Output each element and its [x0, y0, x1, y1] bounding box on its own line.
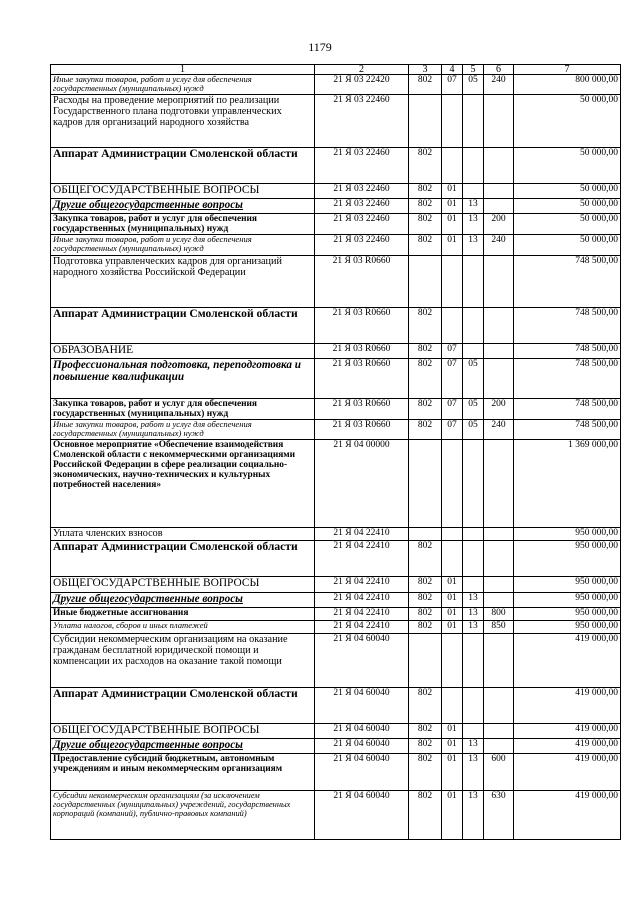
row-col6	[484, 147, 514, 183]
row-col3	[409, 633, 442, 687]
row-col4	[442, 687, 463, 723]
row-col4: 07	[442, 398, 463, 419]
row-col5: 13	[463, 620, 484, 633]
row-col3: 802	[409, 358, 442, 398]
table-row	[51, 687, 621, 723]
row-col3: 802	[409, 343, 442, 358]
row-col4: 07	[442, 420, 463, 440]
row-col3: 802	[409, 620, 442, 633]
row-amount: 419 000,00	[514, 633, 621, 687]
row-col5	[463, 307, 484, 343]
row-col4	[442, 255, 463, 307]
row-col4	[442, 633, 463, 687]
row-amount: 1 369 000,00	[514, 439, 621, 527]
row-col6: 240	[484, 420, 514, 440]
row-col3: 802	[409, 592, 442, 607]
row-code: 21 Я 03 22460	[315, 147, 409, 183]
row-col4: 01	[442, 213, 463, 234]
column-header-name: 1	[51, 65, 315, 75]
row-col4	[442, 540, 463, 576]
row-col4: 01	[442, 576, 463, 592]
row-col5: 05	[463, 398, 484, 419]
row-col6	[484, 540, 514, 576]
row-col5	[463, 540, 484, 576]
table-row	[51, 790, 621, 839]
row-col6	[484, 527, 514, 540]
row-code: 21 Я 03 R0660	[315, 255, 409, 307]
row-col4: 07	[442, 75, 463, 95]
budget-table	[50, 64, 621, 840]
row-amount: 950 000,00	[514, 527, 621, 540]
row-col6	[484, 343, 514, 358]
row-amount: 50 000,00	[514, 198, 621, 213]
row-col3: 802	[409, 753, 442, 790]
row-code: 21 Я 04 22410	[315, 540, 409, 576]
table-row	[51, 398, 621, 419]
row-code: 21 Я 03 22460	[315, 94, 409, 147]
row-col6	[484, 723, 514, 738]
row-name: Другие общегосударственные вопросы	[51, 198, 315, 213]
table-row	[51, 439, 621, 527]
row-name: Основное мероприятие «Обеспечение взаимодействия Смоленской области с некоммерческими организациями Российской Федерации в сфере реализации социально-экономических, научно-технических и культурных потребностей населения»	[51, 439, 315, 527]
row-col4: 01	[442, 183, 463, 198]
row-col6	[484, 358, 514, 398]
table-row	[51, 633, 621, 687]
row-col4: 01	[442, 607, 463, 620]
row-col4	[442, 527, 463, 540]
table-row	[51, 753, 621, 790]
row-col5: 13	[463, 198, 484, 213]
table-row	[51, 607, 621, 620]
row-col6: 850	[484, 620, 514, 633]
row-amount: 419 000,00	[514, 753, 621, 790]
row-col5: 13	[463, 607, 484, 620]
row-col3	[409, 94, 442, 147]
row-col5: 13	[463, 234, 484, 255]
row-name: Расходы на проведение мероприятий по реализации Государственного плана подготовки управленческих кадров для организаций народного хозяйства	[51, 94, 315, 147]
row-name: Аппарат Администрации Смоленской области	[51, 147, 315, 183]
row-col6: 800	[484, 607, 514, 620]
row-amount: 950 000,00	[514, 576, 621, 592]
row-code: 21 Я 03 22460	[315, 183, 409, 198]
row-name: ОБЩЕГОСУДАРСТВЕННЫЕ ВОПРОСЫ	[51, 576, 315, 592]
row-name: ОБЩЕГОСУДАРСТВЕННЫЕ ВОПРОСЫ	[51, 723, 315, 738]
row-col6: 200	[484, 398, 514, 419]
row-col6	[484, 198, 514, 213]
row-col3: 802	[409, 147, 442, 183]
row-amount: 800 000,00	[514, 75, 621, 95]
header-row	[51, 65, 621, 75]
row-code: 21 Я 03 22460	[315, 213, 409, 234]
table-row	[51, 198, 621, 213]
row-col3: 802	[409, 540, 442, 576]
row-amount: 748 500,00	[514, 343, 621, 358]
row-col4	[442, 307, 463, 343]
row-col5	[463, 147, 484, 183]
row-name: Другие общегосударственные вопросы	[51, 738, 315, 753]
row-col6	[484, 576, 514, 592]
row-code: 21 Я 04 60040	[315, 723, 409, 738]
row-col3: 802	[409, 75, 442, 95]
row-name: Профессиональная подготовка, переподготовка и повышение квалификации	[51, 358, 315, 398]
column-header-5: 5	[463, 65, 484, 75]
row-col3: 802	[409, 183, 442, 198]
table-row	[51, 183, 621, 198]
row-col3: 802	[409, 723, 442, 738]
row-amount: 748 500,00	[514, 307, 621, 343]
row-name: Закупка товаров, работ и услуг для обеспечения государственных (муниципальных) нужд	[51, 213, 315, 234]
row-code: 21 Я 03 R0660	[315, 420, 409, 440]
row-col5	[463, 94, 484, 147]
row-col3: 802	[409, 234, 442, 255]
row-col5: 13	[463, 592, 484, 607]
row-col4	[442, 94, 463, 147]
row-col3	[409, 439, 442, 527]
row-col3: 802	[409, 398, 442, 419]
row-amount: 419 000,00	[514, 723, 621, 738]
row-amount: 50 000,00	[514, 147, 621, 183]
row-name: Аппарат Администрации Смоленской области	[51, 307, 315, 343]
row-name: Закупка товаров, работ и услуг для обеспечения государственных (муниципальных) нужд	[51, 398, 315, 419]
row-amount: 748 500,00	[514, 398, 621, 419]
table-row	[51, 576, 621, 592]
row-col6: 200	[484, 213, 514, 234]
row-code: 21 Я 03 R0660	[315, 343, 409, 358]
row-col3	[409, 527, 442, 540]
row-name: Иные бюджетные ассигнования	[51, 607, 315, 620]
row-col3: 802	[409, 607, 442, 620]
table-row	[51, 343, 621, 358]
row-col4: 07	[442, 343, 463, 358]
row-name: Уплата налогов, сборов и иных платежей	[51, 620, 315, 633]
row-col6: 630	[484, 790, 514, 839]
row-name: Иные закупки товаров, работ и услуг для обеспечения государственных (муниципальных) нужд	[51, 75, 315, 95]
row-col6	[484, 307, 514, 343]
row-col6	[484, 738, 514, 753]
row-col5	[463, 576, 484, 592]
row-code: 21 Я 03 22420	[315, 75, 409, 95]
column-header-6: 6	[484, 65, 514, 75]
row-amount: 950 000,00	[514, 607, 621, 620]
column-header-code: 2	[315, 65, 409, 75]
row-code: 21 Я 04 60040	[315, 633, 409, 687]
row-col5	[463, 183, 484, 198]
row-name: Подготовка управленческих кадров для организаций народного хозяйства Российской Федерации	[51, 255, 315, 307]
table-row	[51, 255, 621, 307]
table-row	[51, 147, 621, 183]
row-col6	[484, 633, 514, 687]
row-col4: 01	[442, 738, 463, 753]
row-code: 21 Я 04 22410	[315, 576, 409, 592]
table-row	[51, 540, 621, 576]
row-col5	[463, 633, 484, 687]
row-col4	[442, 439, 463, 527]
row-code: 21 Я 04 60040	[315, 790, 409, 839]
row-name: Субсидии некоммерческим организациям на оказание гражданам бесплатной юридической помощи и компенсации их расходов на оказание такой помощи	[51, 633, 315, 687]
row-col4: 07	[442, 358, 463, 398]
row-amount: 50 000,00	[514, 183, 621, 198]
row-code: 21 Я 04 22410	[315, 527, 409, 540]
table-row	[51, 738, 621, 753]
row-name: Субсидии некоммерческим организациям (за исключением государственных (муниципальных) учреждений, государственных корпораций (компаний), публично-правовых компаний)	[51, 790, 315, 839]
row-col3: 802	[409, 198, 442, 213]
table-row	[51, 420, 621, 440]
table-row	[51, 213, 621, 234]
row-col6	[484, 592, 514, 607]
row-col6	[484, 255, 514, 307]
row-col5	[463, 527, 484, 540]
row-col3: 802	[409, 213, 442, 234]
row-col4: 01	[442, 234, 463, 255]
row-col4: 01	[442, 620, 463, 633]
row-code: 21 Я 04 22410	[315, 620, 409, 633]
row-col4: 01	[442, 592, 463, 607]
row-name: Иные закупки товаров, работ и услуг для обеспечения государственных (муниципальных) нужд	[51, 420, 315, 440]
row-code: 21 Я 04 60040	[315, 738, 409, 753]
row-col3: 802	[409, 687, 442, 723]
row-amount: 748 500,00	[514, 420, 621, 440]
row-col5: 05	[463, 75, 484, 95]
row-code: 21 Я 04 60040	[315, 753, 409, 790]
table-row	[51, 75, 621, 95]
row-col4: 01	[442, 790, 463, 839]
row-amount: 419 000,00	[514, 738, 621, 753]
row-col5: 05	[463, 358, 484, 398]
row-amount: 50 000,00	[514, 234, 621, 255]
row-col5	[463, 439, 484, 527]
page-number: 1179	[308, 40, 332, 54]
row-code: 21 Я 03 22460	[315, 198, 409, 213]
row-name: Аппарат Администрации Смоленской области	[51, 687, 315, 723]
row-name: Уплата членских взносов	[51, 527, 315, 540]
column-header-amount: 7	[514, 65, 621, 75]
row-col3	[409, 255, 442, 307]
table-row	[51, 234, 621, 255]
table-row	[51, 527, 621, 540]
row-name: Другие общегосударственные вопросы	[51, 592, 315, 607]
row-code: 21 Я 03 R0660	[315, 398, 409, 419]
row-col6	[484, 94, 514, 147]
row-amount: 748 500,00	[514, 255, 621, 307]
row-amount: 419 000,00	[514, 790, 621, 839]
row-name: ОБЩЕГОСУДАРСТВЕННЫЕ ВОПРОСЫ	[51, 183, 315, 198]
row-col5: 13	[463, 790, 484, 839]
row-name: Аппарат Администрации Смоленской области	[51, 540, 315, 576]
row-col5	[463, 255, 484, 307]
row-amount: 950 000,00	[514, 592, 621, 607]
row-amount: 50 000,00	[514, 213, 621, 234]
row-col5: 13	[463, 738, 484, 753]
row-amount: 50 000,00	[514, 94, 621, 147]
row-col5	[463, 723, 484, 738]
row-col4	[442, 147, 463, 183]
row-name: ОБРАЗОВАНИЕ	[51, 343, 315, 358]
table-row	[51, 592, 621, 607]
row-col3: 802	[409, 738, 442, 753]
row-col5: 13	[463, 213, 484, 234]
row-code: 21 Я 04 22410	[315, 592, 409, 607]
row-col4: 01	[442, 198, 463, 213]
row-amount: 950 000,00	[514, 620, 621, 633]
row-col6	[484, 439, 514, 527]
table-row	[51, 358, 621, 398]
row-code: 21 Я 03 R0660	[315, 358, 409, 398]
row-col4: 01	[442, 723, 463, 738]
row-col6	[484, 687, 514, 723]
column-header-3: 3	[409, 65, 442, 75]
row-amount: 419 000,00	[514, 687, 621, 723]
row-col6	[484, 183, 514, 198]
table-row	[51, 620, 621, 633]
row-col5	[463, 687, 484, 723]
column-header-4: 4	[442, 65, 463, 75]
table-row	[51, 307, 621, 343]
row-name: Иные закупки товаров, работ и услуг для обеспечения государственных (муниципальных) нужд	[51, 234, 315, 255]
row-code: 21 Я 04 00000	[315, 439, 409, 527]
row-code: 21 Я 04 22410	[315, 607, 409, 620]
row-col5	[463, 343, 484, 358]
row-code: 21 Я 03 22460	[315, 234, 409, 255]
row-col3: 802	[409, 307, 442, 343]
row-col3: 802	[409, 790, 442, 839]
row-amount: 748 500,00	[514, 358, 621, 398]
row-col3: 802	[409, 420, 442, 440]
row-col6: 240	[484, 75, 514, 95]
table-row	[51, 723, 621, 738]
row-col4: 01	[442, 753, 463, 790]
row-col5: 05	[463, 420, 484, 440]
row-name: Предоставление субсидий бюджетным, автономным учреждениям и иным некоммерческим организациям	[51, 753, 315, 790]
row-amount: 950 000,00	[514, 540, 621, 576]
row-col5: 13	[463, 753, 484, 790]
row-col6: 240	[484, 234, 514, 255]
row-code: 21 Я 04 60040	[315, 687, 409, 723]
table-row	[51, 94, 621, 147]
row-col6: 600	[484, 753, 514, 790]
row-code: 21 Я 03 R0660	[315, 307, 409, 343]
row-col3: 802	[409, 576, 442, 592]
